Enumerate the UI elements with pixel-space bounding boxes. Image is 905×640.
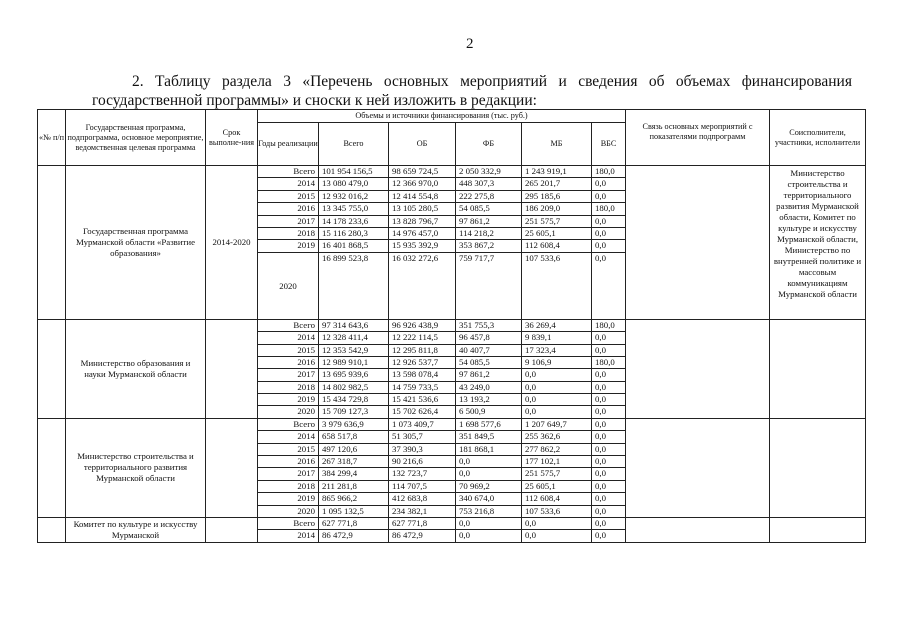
link-cell — [626, 166, 770, 320]
value-fb: 351 849,5 — [456, 431, 522, 443]
value-vbs: 0,0 — [592, 517, 626, 529]
value-ob: 12 295 811,8 — [389, 344, 456, 356]
year-cell: 2018 — [258, 480, 319, 492]
value-mb: 0,0 — [522, 406, 592, 418]
value-mb: 25 605,1 — [522, 480, 592, 492]
value-ob: 12 414 554,8 — [389, 190, 456, 202]
coexecutors-cell: Министерство строительства и территориального развития Мурманской области, Комитет по культуре и искусству Мурманской области, Министерство по внутренней политике и массовым коммуникациям Мурманской области — [770, 166, 866, 320]
row-number-cell — [38, 319, 66, 418]
value-total: 13 080 479,0 — [319, 178, 389, 190]
value-mb: 0,0 — [522, 369, 592, 381]
value-ob: 13 828 796,7 — [389, 215, 456, 227]
value-ob: 51 305,7 — [389, 431, 456, 443]
intro-word: объемах — [675, 73, 731, 90]
value-total: 15 709 127,3 — [319, 406, 389, 418]
value-fb: 351 755,3 — [456, 319, 522, 331]
value-vbs: 0,0 — [592, 381, 626, 393]
value-ob: 13 598 078,4 — [389, 369, 456, 381]
value-ob: 13 105 280,5 — [389, 203, 456, 215]
value-mb: 0,0 — [522, 517, 592, 529]
value-vbs: 0,0 — [592, 456, 626, 468]
value-mb: 1 207 649,7 — [522, 418, 592, 430]
table-body — [38, 166, 866, 543]
value-ob: 234 382,1 — [389, 505, 456, 517]
value-vbs: 0,0 — [592, 178, 626, 190]
value-vbs: 0,0 — [592, 215, 626, 227]
page-number: 2 — [466, 36, 474, 52]
value-vbs: 0,0 — [592, 332, 626, 344]
value-total: 13 345 755,0 — [319, 203, 389, 215]
value-total: 3 979 636,9 — [319, 418, 389, 430]
value-fb: 97 861,2 — [456, 369, 522, 381]
value-total: 267 318,7 — [319, 456, 389, 468]
header-fb: ФБ — [456, 123, 522, 166]
value-total: 86 472,9 — [319, 530, 389, 542]
value-fb: 114 218,2 — [456, 227, 522, 239]
value-mb: 17 323,4 — [522, 344, 592, 356]
program-name: Комитет по культуре и искусству Мурманской — [66, 517, 206, 542]
value-total: 13 695 939,6 — [319, 369, 389, 381]
row-number-cell — [38, 166, 66, 320]
value-vbs: 0,0 — [592, 227, 626, 239]
value-total: 12 932 016,2 — [319, 190, 389, 202]
value-vbs: 180,0 — [592, 203, 626, 215]
year-cell: 2019 — [258, 394, 319, 406]
value-fb: 353 867,2 — [456, 240, 522, 252]
value-ob: 15 421 536,6 — [389, 394, 456, 406]
value-fb: 96 457,8 — [456, 332, 522, 344]
value-ob: 98 659 724,5 — [389, 166, 456, 178]
value-mb: 0,0 — [522, 381, 592, 393]
value-fb: 753 216,8 — [456, 505, 522, 517]
header-total: Всего — [319, 123, 389, 166]
header-coexec: Соисполнители, участники, исполнители — [770, 110, 866, 166]
value-vbs: 180,0 — [592, 166, 626, 178]
year-cell: 2018 — [258, 227, 319, 239]
year-cell: 2020 — [258, 406, 319, 418]
intro-word: и — [558, 73, 567, 90]
value-total: 1 095 132,5 — [319, 505, 389, 517]
value-fb: 43 249,0 — [456, 381, 522, 393]
value-total: 15 434 729,8 — [319, 394, 389, 406]
table-row — [38, 319, 866, 331]
value-total: 14 802 982,5 — [319, 381, 389, 393]
year-cell: 2014 — [258, 530, 319, 542]
value-mb: 0,0 — [522, 530, 592, 542]
value-mb: 25 605,1 — [522, 227, 592, 239]
year-cell: 2020 — [258, 252, 319, 319]
value-mb: 277 862,2 — [522, 443, 592, 455]
value-ob: 15 935 392,9 — [389, 240, 456, 252]
value-vbs: 0,0 — [592, 418, 626, 430]
value-mb: 112 608,4 — [522, 493, 592, 505]
year-cell: 2019 — [258, 240, 319, 252]
value-ob: 90 216,6 — [389, 456, 456, 468]
value-mb: 1 243 919,1 — [522, 166, 592, 178]
value-mb: 251 575,7 — [522, 215, 592, 227]
header-num: «№ п/п — [38, 110, 66, 166]
year-cell: 2016 — [258, 203, 319, 215]
value-ob: 12 926 537,7 — [389, 356, 456, 368]
value-fb: 13 193,2 — [456, 394, 522, 406]
year-cell: Всего — [258, 319, 319, 331]
year-cell: 2020 — [258, 505, 319, 517]
value-ob: 12 366 970,0 — [389, 178, 456, 190]
value-fb: 0,0 — [456, 530, 522, 542]
year-cell: 2016 — [258, 356, 319, 368]
value-fb: 340 674,0 — [456, 493, 522, 505]
intro-word: 2. — [132, 73, 144, 90]
year-cell: 2017 — [258, 215, 319, 227]
header-financing: Объемы и источники финансирования (тыс. руб.) — [258, 110, 626, 123]
value-total: 97 314 643,6 — [319, 319, 389, 331]
value-fb: 181 868,1 — [456, 443, 522, 455]
value-total: 101 954 156,5 — [319, 166, 389, 178]
value-vbs: 0,0 — [592, 190, 626, 202]
intro-word: об — [648, 73, 665, 90]
value-mb: 9 106,9 — [522, 356, 592, 368]
year-cell: 2014 — [258, 431, 319, 443]
value-total: 12 328 411,4 — [319, 332, 389, 344]
value-vbs: 0,0 — [592, 431, 626, 443]
table-row — [38, 418, 866, 430]
intro-word: сведения — [578, 73, 638, 90]
value-total: 15 116 280,3 — [319, 227, 389, 239]
value-total: 12 353 542,9 — [319, 344, 389, 356]
intro-paragraph — [92, 72, 852, 110]
intro-word: «Перечень — [302, 73, 373, 90]
value-fb: 54 085,5 — [456, 203, 522, 215]
table-row — [38, 166, 866, 178]
year-cell: 2017 — [258, 369, 319, 381]
value-mb: 0,0 — [522, 394, 592, 406]
header-program: Государственная программа, подпрограмма, основное мероприятие, ведомственная целевая программа — [66, 110, 206, 166]
value-ob: 86 472,9 — [389, 530, 456, 542]
value-total: 16 899 523,8 — [319, 252, 389, 319]
value-ob: 114 707,5 — [389, 480, 456, 492]
value-ob: 12 222 114,5 — [389, 332, 456, 344]
coexecutors-cell — [770, 319, 866, 418]
value-fb: 97 861,2 — [456, 215, 522, 227]
value-mb: 251 575,7 — [522, 468, 592, 480]
year-cell: Всего — [258, 166, 319, 178]
value-mb: 177 102,1 — [522, 456, 592, 468]
value-total: 12 989 910,1 — [319, 356, 389, 368]
value-mb: 9 839,1 — [522, 332, 592, 344]
value-fb: 0,0 — [456, 517, 522, 529]
coexecutors-cell — [770, 517, 866, 542]
value-ob: 37 390,3 — [389, 443, 456, 455]
term-cell: 2014-2020 — [206, 166, 258, 320]
value-vbs: 0,0 — [592, 406, 626, 418]
value-fb: 0,0 — [456, 456, 522, 468]
value-vbs: 0,0 — [592, 344, 626, 356]
value-ob: 1 073 409,7 — [389, 418, 456, 430]
coexecutors-cell — [770, 418, 866, 517]
value-vbs: 0,0 — [592, 530, 626, 542]
intro-word: 3 — [283, 73, 291, 90]
header-term: Срок выполне-ния — [206, 110, 258, 166]
program-name: Государственная программа Мурманской области «Развитие образования» — [66, 166, 206, 320]
value-ob: 14 759 733,5 — [389, 381, 456, 393]
year-cell: 2014 — [258, 332, 319, 344]
header-mb: МБ — [522, 123, 592, 166]
row-number-cell — [38, 517, 66, 542]
row-number-cell — [38, 418, 66, 517]
year-cell: Всего — [258, 418, 319, 430]
year-cell: 2015 — [258, 190, 319, 202]
value-total: 14 178 233,6 — [319, 215, 389, 227]
value-ob: 96 926 438,9 — [389, 319, 456, 331]
intro-word: основных — [383, 73, 449, 90]
value-mb: 107 533,6 — [522, 505, 592, 517]
value-vbs: 0,0 — [592, 468, 626, 480]
link-cell — [626, 418, 770, 517]
value-vbs: 180,0 — [592, 319, 626, 331]
program-name: Министерство строительства и территориального развития Мурманской области — [66, 418, 206, 517]
header-ob: ОБ — [389, 123, 456, 166]
value-vbs: 180,0 — [592, 356, 626, 368]
value-vbs: 0,0 — [592, 252, 626, 319]
value-vbs: 0,0 — [592, 394, 626, 406]
year-cell: 2016 — [258, 456, 319, 468]
value-ob: 132 723,7 — [389, 468, 456, 480]
value-vbs: 0,0 — [592, 493, 626, 505]
link-cell — [626, 319, 770, 418]
intro-line-2: государственной программы» и сноски к ней изложить в редакции: — [92, 92, 537, 109]
value-vbs: 0,0 — [592, 480, 626, 492]
value-ob: 412 683,8 — [389, 493, 456, 505]
value-fb: 6 500,9 — [456, 406, 522, 418]
value-total: 658 517,8 — [319, 431, 389, 443]
intro-word: мероприятий — [460, 73, 548, 90]
header-link: Связь основных мероприятий с показателями подпрограмм — [626, 110, 770, 166]
header-vbs: ВБС — [592, 123, 626, 166]
value-fb: 1 698 577,6 — [456, 418, 522, 430]
value-total: 627 771,8 — [319, 517, 389, 529]
value-mb: 255 362,6 — [522, 431, 592, 443]
value-fb: 54 085,5 — [456, 356, 522, 368]
value-fb: 0,0 — [456, 468, 522, 480]
value-ob: 15 702 626,4 — [389, 406, 456, 418]
value-vbs: 0,0 — [592, 369, 626, 381]
header-years: Годы реализации — [258, 123, 319, 166]
program-name: Министерство образования и науки Мурманской области — [66, 319, 206, 418]
term-cell — [206, 517, 258, 542]
value-vbs: 0,0 — [592, 443, 626, 455]
year-cell: 2015 — [258, 344, 319, 356]
year-cell: 2015 — [258, 443, 319, 455]
link-cell — [626, 517, 770, 542]
year-cell: 2019 — [258, 493, 319, 505]
value-total: 384 299,4 — [319, 468, 389, 480]
value-total: 865 966,2 — [319, 493, 389, 505]
value-ob: 627 771,8 — [389, 517, 456, 529]
intro-word: Таблицу — [155, 73, 211, 90]
value-mb: 265 201,7 — [522, 178, 592, 190]
value-total: 497 120,6 — [319, 443, 389, 455]
value-total: 211 281,8 — [319, 480, 389, 492]
value-vbs: 0,0 — [592, 505, 626, 517]
term-cell — [206, 418, 258, 517]
value-mb: 112 608,4 — [522, 240, 592, 252]
value-ob: 14 976 457,0 — [389, 227, 456, 239]
intro-word: раздела — [221, 73, 272, 90]
intro-line-1 — [92, 72, 852, 91]
value-vbs: 0,0 — [592, 240, 626, 252]
financing-table — [37, 109, 866, 543]
value-fb: 70 969,2 — [456, 480, 522, 492]
value-fb: 40 407,7 — [456, 344, 522, 356]
intro-word: финансирования — [741, 73, 852, 90]
year-cell: Всего — [258, 517, 319, 529]
term-cell — [206, 319, 258, 418]
value-mb: 36 269,4 — [522, 319, 592, 331]
value-fb: 2 050 332,9 — [456, 166, 522, 178]
value-total: 16 401 868,5 — [319, 240, 389, 252]
year-cell: 2018 — [258, 381, 319, 393]
year-cell: 2014 — [258, 178, 319, 190]
value-fb: 222 275,8 — [456, 190, 522, 202]
year-cell: 2017 — [258, 468, 319, 480]
value-ob: 16 032 272,6 — [389, 252, 456, 319]
value-mb: 186 209,0 — [522, 203, 592, 215]
value-mb: 295 185,6 — [522, 190, 592, 202]
table-row — [38, 517, 866, 529]
value-mb: 107 533,6 — [522, 252, 592, 319]
value-fb: 448 307,3 — [456, 178, 522, 190]
value-fb: 759 717,7 — [456, 252, 522, 319]
